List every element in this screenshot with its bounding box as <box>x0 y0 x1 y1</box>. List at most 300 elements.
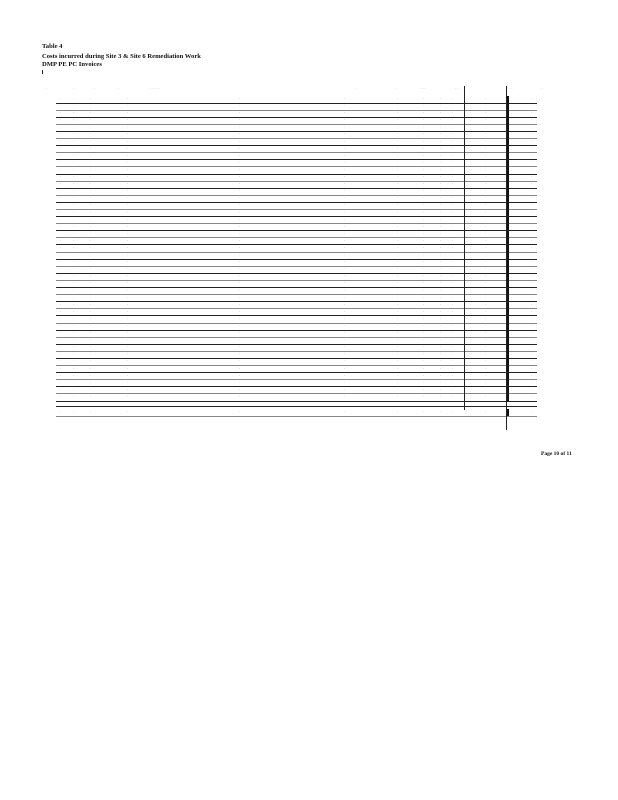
table-cell: · <box>397 196 399 201</box>
table-cell: · <box>440 324 442 328</box>
table-cell: · <box>452 274 454 279</box>
table-cell: · <box>397 331 399 336</box>
table-cell: · <box>344 97 346 101</box>
table-row <box>42 380 582 387</box>
table-cell: · <box>90 295 92 300</box>
table-cell: · <box>423 196 425 201</box>
table-cell: · <box>485 253 487 258</box>
table-cell: · <box>239 217 241 222</box>
table-cell: · <box>344 104 346 109</box>
table-cell: · <box>397 238 399 243</box>
table-cell: · <box>344 288 346 293</box>
table-cell: · <box>485 302 487 307</box>
table-cell: · <box>344 387 346 392</box>
table-cell: · <box>127 316 129 321</box>
table-cell: · <box>485 380 487 385</box>
table-cell: · <box>127 210 129 215</box>
table-cell: · <box>440 295 442 300</box>
table-cell: · <box>531 410 533 415</box>
table-cell: · <box>397 288 399 293</box>
table-cell: · <box>60 366 62 371</box>
column-header: · · <box>455 87 458 91</box>
table-cell: · <box>344 309 346 314</box>
table-cell: · <box>397 217 399 222</box>
table-cell: · <box>344 274 346 279</box>
table-cell: · <box>531 196 533 201</box>
table-cell: · <box>73 210 75 215</box>
table-cell: · <box>531 139 533 144</box>
table-cell: · <box>452 182 454 187</box>
table-cell: · <box>423 309 425 314</box>
table-cell: · <box>239 253 241 258</box>
table-cell: · <box>127 189 129 194</box>
table-cell: · <box>485 295 487 300</box>
table-cell: · <box>60 139 62 144</box>
table-cell: · <box>452 373 454 378</box>
table-cell: · <box>397 97 399 101</box>
table-cell: · <box>60 203 62 208</box>
table-cell: · <box>397 345 399 350</box>
table-cell: · <box>485 288 487 293</box>
table-cell: · <box>397 302 399 307</box>
table-row <box>42 181 582 188</box>
table-row <box>42 252 582 259</box>
table-cell: · <box>423 189 425 194</box>
table-cell: · <box>90 366 92 371</box>
table-cell: · <box>440 160 442 165</box>
table-cell: · <box>452 175 454 180</box>
table-cell: · <box>397 324 399 328</box>
table-cell: · <box>397 253 399 258</box>
table-cell: · <box>423 281 425 286</box>
table-cell: · <box>239 196 241 201</box>
table-cell: · <box>452 153 454 158</box>
column-header: · <box>395 87 396 91</box>
table-cell: · <box>452 295 454 300</box>
table-cell: · <box>73 359 75 364</box>
table-cell: · <box>90 139 92 144</box>
table-row <box>42 351 582 358</box>
table-cell: · <box>90 132 92 137</box>
table-cell: · <box>397 182 399 187</box>
column-header: · · <box>540 87 543 91</box>
table-cell: · <box>127 281 129 286</box>
table-cell: · <box>239 245 241 250</box>
table-cell: · <box>90 267 92 272</box>
table-cell: · <box>531 281 533 286</box>
table-cell: · <box>239 410 241 415</box>
table-cell: · <box>344 366 346 371</box>
table-number: Table 4 <box>42 43 63 50</box>
table-cell: · <box>60 132 62 137</box>
table-cell: · <box>239 182 241 187</box>
table-cell: · <box>90 281 92 286</box>
table-row <box>42 231 582 238</box>
table-cell: · <box>531 146 533 151</box>
table-cell: · <box>397 394 399 399</box>
table-row <box>42 323 582 330</box>
table-cell: · <box>127 267 129 272</box>
table-cell: · <box>127 217 129 222</box>
table-cell: · <box>344 160 346 165</box>
table-cell: · <box>485 118 487 123</box>
table-cell: · <box>73 231 75 236</box>
table-cell: · <box>73 410 75 415</box>
table-cell: · <box>397 274 399 279</box>
table-cell: · <box>127 203 129 208</box>
table-cell: · <box>440 309 442 314</box>
table-cell: · <box>73 111 75 116</box>
table-cell: · <box>73 217 75 222</box>
table-cell: · <box>423 387 425 392</box>
table-cell: · <box>440 253 442 258</box>
table-cell: · <box>452 324 454 328</box>
table-cell: · <box>485 111 487 116</box>
table-cell: · <box>90 274 92 279</box>
table-cell: · <box>452 288 454 293</box>
table-cell: · <box>423 345 425 350</box>
table-cell: · <box>485 203 487 208</box>
table-cell: · <box>440 352 442 357</box>
table-cell: · <box>90 331 92 336</box>
table-cell: · <box>344 267 346 272</box>
table-cell: · <box>531 125 533 130</box>
table-cell: · <box>127 231 129 236</box>
table-row <box>42 330 582 337</box>
table-row <box>42 124 582 131</box>
table-cell: · <box>73 196 75 201</box>
table-cell: · <box>440 97 442 101</box>
table-cell: · <box>452 118 454 123</box>
table-cell: · <box>239 125 241 130</box>
table-cell: · <box>440 302 442 307</box>
table-row <box>42 110 582 117</box>
table-cell: · <box>73 139 75 144</box>
table-cell: · <box>531 253 533 258</box>
table-cell: · <box>423 175 425 180</box>
table-cell: · <box>239 274 241 279</box>
table-cell: · <box>127 295 129 300</box>
table-cell: · <box>531 394 533 399</box>
table-cell: · <box>397 231 399 236</box>
table-cell: · <box>423 410 425 415</box>
table-cell: · <box>127 224 129 229</box>
table-cell: · <box>531 245 533 250</box>
table-cell: · <box>423 394 425 399</box>
table-cell: · <box>90 104 92 109</box>
table-row <box>42 266 582 273</box>
table-cell: · <box>73 302 75 307</box>
table-cell: · <box>127 366 129 371</box>
table-cell: · <box>239 111 241 116</box>
table-cell: · <box>239 331 241 336</box>
column-header: · <box>73 87 74 91</box>
table-cell: · <box>60 324 62 328</box>
table-cell: · <box>423 153 425 158</box>
table-cell: · <box>452 394 454 399</box>
table-cell: · <box>90 118 92 123</box>
table-cell: · <box>90 260 92 265</box>
table-cell: · <box>485 167 487 172</box>
table-cell: · <box>452 352 454 357</box>
table-cell: · <box>423 231 425 236</box>
column-header: · <box>118 87 119 91</box>
table-cell: · <box>73 224 75 229</box>
table-cell: · <box>239 267 241 272</box>
table-cell: · <box>90 146 92 151</box>
table-cell: · <box>60 189 62 194</box>
table-cell: · <box>127 125 129 130</box>
table-cell: · <box>423 245 425 250</box>
table-title: Costs incurred during Site 3 & Site 6 Remediation Work <box>42 53 201 60</box>
column-header: · · · · <box>420 87 427 91</box>
table-cell: · <box>60 104 62 109</box>
table-cell: · <box>423 260 425 265</box>
table-cell: · <box>344 331 346 336</box>
table-cell: · <box>90 359 92 364</box>
table-cell: · <box>423 302 425 307</box>
table-cell: · <box>73 331 75 336</box>
table-cell: · <box>452 331 454 336</box>
table-cell: · <box>452 345 454 350</box>
table-cell: · <box>60 302 62 307</box>
table-cell: · <box>440 231 442 236</box>
table-cell: · <box>440 316 442 321</box>
table-cell: · <box>90 153 92 158</box>
table-cell: · <box>485 387 487 392</box>
table-row <box>42 387 582 394</box>
table-cell: · <box>344 380 346 385</box>
table-cell: · <box>90 410 92 415</box>
table-cell: · <box>397 224 399 229</box>
table-cell: · <box>397 118 399 123</box>
table-cell: · <box>485 316 487 321</box>
table-cell: · <box>531 238 533 243</box>
table-cell: · <box>60 146 62 151</box>
table-cell: · <box>90 238 92 243</box>
table-cell: · <box>531 104 533 109</box>
table-cell: · <box>127 288 129 293</box>
table-cell: · <box>127 146 129 151</box>
table-cell: · <box>60 125 62 130</box>
table-cell: · <box>452 410 454 415</box>
table-cell: · <box>60 118 62 123</box>
table-cell: · <box>90 387 92 392</box>
table-cell: · <box>397 281 399 286</box>
table-cell: · <box>423 132 425 137</box>
table-cell: · <box>344 111 346 116</box>
table-cell: · <box>423 359 425 364</box>
table-cell: · <box>485 324 487 328</box>
table-cell: · <box>531 387 533 392</box>
table-cell: · <box>73 97 75 101</box>
table-cell: · <box>397 125 399 130</box>
column-header: · · · <box>508 87 513 91</box>
table-cell: · <box>397 146 399 151</box>
table-cell: · <box>90 373 92 378</box>
table-cell: · <box>485 410 487 415</box>
table-cell: · <box>239 338 241 343</box>
table-cell: · <box>344 139 346 144</box>
table-cell: · <box>73 245 75 250</box>
table-cell: · <box>531 359 533 364</box>
table-cell: · <box>60 253 62 258</box>
table-row <box>42 316 582 323</box>
table-cell: · <box>440 267 442 272</box>
table-cell: · <box>127 175 129 180</box>
table-cell: · <box>440 203 442 208</box>
table-cell: · <box>531 160 533 165</box>
table-cell: · <box>344 302 346 307</box>
table-cell: · <box>127 153 129 158</box>
table-cell: · <box>60 182 62 187</box>
table-row <box>42 373 582 380</box>
table-cell: · <box>452 97 454 101</box>
table-cell: · <box>485 331 487 336</box>
table-cell: · <box>485 366 487 371</box>
table-cell: · <box>90 182 92 187</box>
table-cell: · <box>90 309 92 314</box>
table-cell: · <box>485 189 487 194</box>
table-cell: · <box>73 153 75 158</box>
table-cell: · <box>73 387 75 392</box>
table-cell: · <box>531 97 533 101</box>
invoice-table <box>42 96 582 416</box>
table-cell: · <box>344 167 346 172</box>
table-cell: · <box>452 260 454 265</box>
table-cell: · <box>485 217 487 222</box>
table-cell: · <box>485 245 487 250</box>
table-cell: · <box>73 253 75 258</box>
table-cell: · <box>127 238 129 243</box>
table-cell: · <box>239 153 241 158</box>
column-header-row <box>0 87 618 95</box>
table-row <box>42 259 582 266</box>
table-cell: · <box>127 104 129 109</box>
table-cell: · <box>423 111 425 116</box>
table-cell: · <box>239 160 241 165</box>
table-cell: · <box>127 245 129 250</box>
table-cell: · <box>485 210 487 215</box>
table-cell: · <box>90 203 92 208</box>
table-cell: · <box>127 160 129 165</box>
table-cell: · <box>73 338 75 343</box>
table-cell: · <box>239 146 241 151</box>
table-cell: · <box>531 302 533 307</box>
table-cell: · <box>60 267 62 272</box>
table-cell: · <box>485 153 487 158</box>
table-cell: · <box>423 295 425 300</box>
table-cell: · <box>485 394 487 399</box>
table-cell: · <box>239 189 241 194</box>
page-number: Page 10 of 11 <box>541 451 572 457</box>
table-cell: · <box>73 146 75 151</box>
table-cell: · <box>397 387 399 392</box>
table-row <box>42 358 582 365</box>
table-cell: · <box>127 274 129 279</box>
table-cell: · <box>344 153 346 158</box>
table-cell: · <box>423 182 425 187</box>
table-cell: · <box>344 182 346 187</box>
table-cell: · <box>344 359 346 364</box>
table-cell: · <box>440 210 442 215</box>
table-cell: · <box>90 167 92 172</box>
table-cell: · <box>440 139 442 144</box>
table-cell: · <box>239 97 241 101</box>
table-cell: · <box>485 231 487 236</box>
table-cell: · <box>127 196 129 201</box>
table-cell: · <box>531 288 533 293</box>
table-cell: · <box>127 380 129 385</box>
table-cell: · <box>127 182 129 187</box>
table-cell: · <box>344 118 346 123</box>
table-cell: · <box>73 366 75 371</box>
table-row <box>42 302 582 309</box>
table-cell: · <box>344 132 346 137</box>
table-cell: · <box>452 238 454 243</box>
table-cell: · <box>452 281 454 286</box>
table-cell: · <box>73 167 75 172</box>
table-cell: · <box>531 380 533 385</box>
table-cell: · <box>531 331 533 336</box>
table-cell: · <box>239 210 241 215</box>
table-cell: · <box>239 231 241 236</box>
table-cell: · <box>90 231 92 236</box>
table-cell: · <box>60 160 62 165</box>
table-cell: · <box>440 394 442 399</box>
table-cell: · <box>452 245 454 250</box>
table-cell: · <box>440 153 442 158</box>
table-cell: · <box>239 132 241 137</box>
table-cell: · <box>440 217 442 222</box>
table-cell: · <box>452 203 454 208</box>
table-cell: · <box>127 118 129 123</box>
table-cell: · <box>531 118 533 123</box>
table-cell: · <box>485 338 487 343</box>
table-cell: · <box>485 352 487 357</box>
table-cell: · <box>423 210 425 215</box>
table-cell: · <box>344 373 346 378</box>
table-cell: · <box>397 175 399 180</box>
table-row <box>42 188 582 195</box>
table-cell: · <box>60 288 62 293</box>
table-cell: · <box>239 203 241 208</box>
table-cell: · <box>60 387 62 392</box>
table-cell: · <box>397 210 399 215</box>
table-cell: · <box>423 253 425 258</box>
table-cell: · <box>239 352 241 357</box>
table-subtitle: DMP PE PC Invoices <box>42 61 102 68</box>
table-cell: · <box>423 125 425 130</box>
table-cell: · <box>90 217 92 222</box>
table-cell: · <box>60 394 62 399</box>
table-cell: · <box>60 111 62 116</box>
table-cell: · <box>60 97 62 101</box>
table-cell: · <box>344 196 346 201</box>
table-cell: · <box>531 260 533 265</box>
table-cell: · <box>452 160 454 165</box>
table-cell: · <box>60 373 62 378</box>
table-cell: · <box>452 196 454 201</box>
table-row <box>42 195 582 202</box>
table-cell: · <box>60 175 62 180</box>
table-cell: · <box>344 394 346 399</box>
table-cell: · <box>60 231 62 236</box>
table-row <box>42 309 582 316</box>
table-cell: · <box>73 316 75 321</box>
table-cell: · <box>397 352 399 357</box>
table-cell: · <box>127 345 129 350</box>
